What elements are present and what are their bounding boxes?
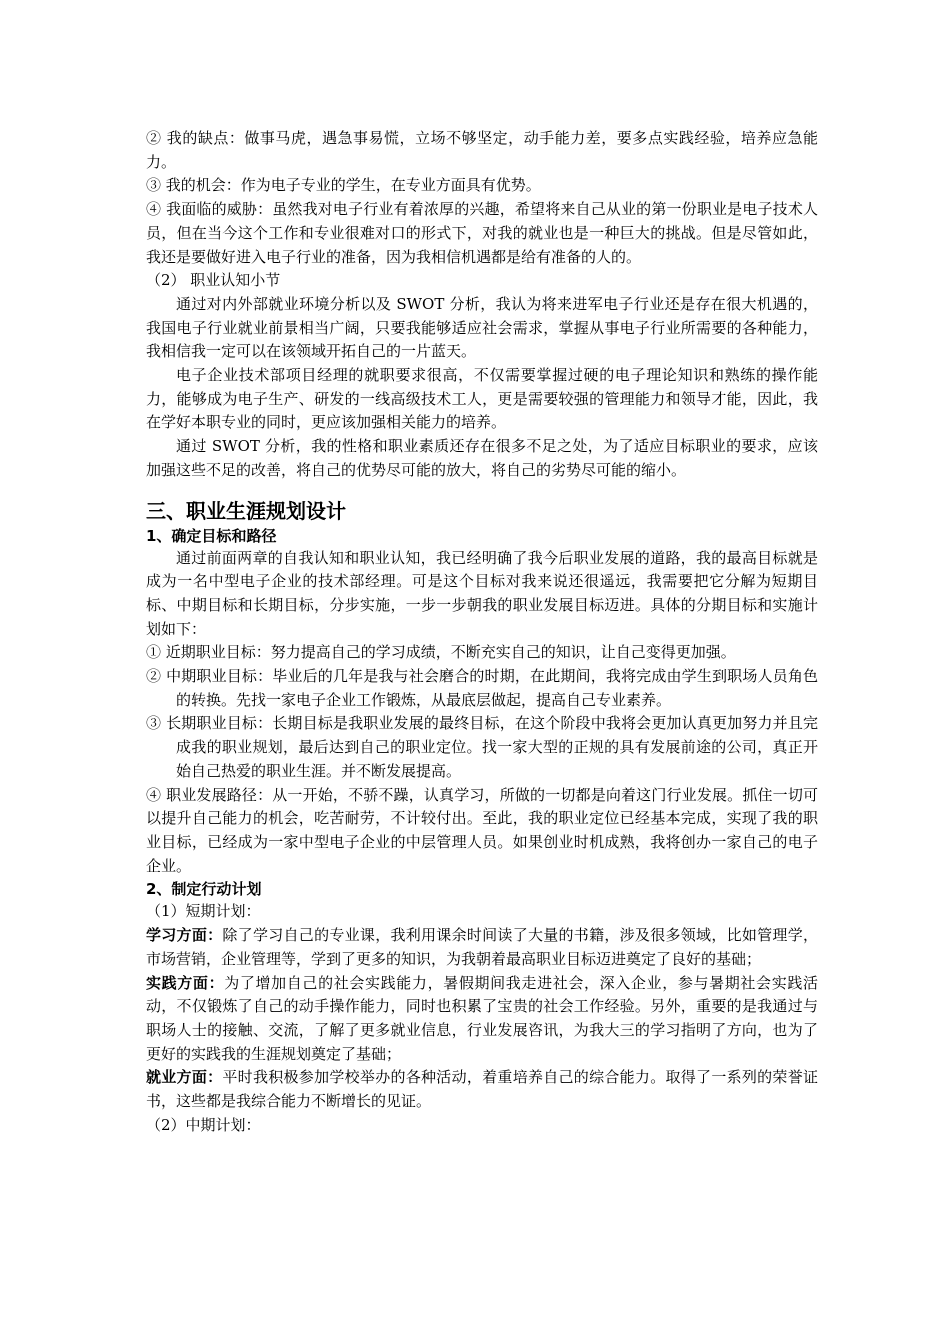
paragraph: ③ 我的机会：作为电子专业的学生，在专业方面具有优势。 bbox=[146, 176, 541, 195]
section-heading: 三、职业生涯规划设计 bbox=[146, 498, 346, 523]
subsection-heading: 1、确定目标和路径 bbox=[146, 526, 277, 545]
document-page bbox=[146, 127, 818, 1137]
paragraph bbox=[146, 1066, 818, 1113]
paragraph: ④ 我面临的威胁：虽然我对电子行业有着浓厚的兴趣，希望将来自己从业的第一份职业是电子技术人员，但在当今这个工作和专业很难对口的形式下，对我的就业也是一种巨大的挑战。但是尽管如此，我还是要做好进入电子行业的准备，因为我相信机遇都是给有准备的人的。 bbox=[146, 200, 818, 266]
subsection-heading: 2、制定行动计划 bbox=[146, 880, 262, 899]
paragraph: （2） 职业认知小节 bbox=[146, 271, 281, 290]
paragraph: 电子企业技术部项目经理的就职要求很高，不仅需要掌握过硬的电子理论知识和熟练的操作能力，能够成为电子生产、研发的一线高级技术工人，更是需要较强的管理能力和领导才能，因此，我在学好本职专业的同时，更应该加强相关能力的培养。 bbox=[146, 366, 818, 432]
paragraph: 通过 SWOT 分析，我的性格和职业素质还存在很多不足之处，为了适应目标职业的要求，应该加强这些不足的改善，将自己的优势尽可能的放大，将自己的劣势尽可能的缩小。 bbox=[146, 437, 818, 479]
list-item: ④ 职业发展路径：从一开始，不骄不躁，认真学习，所做的一切都是向着这门行业发展。抓住一切可以提升自己能力的机会，吃苦耐劳，不计较付出。至此，我的职业定位已经基本完成，实现了我的职业目标，已经成为一家中型电子企业的中层管理人员。如果创业时机成熟，我将创办一家自己的电子企业。 bbox=[146, 785, 818, 875]
list-item: ① 近期职业目标：努力提高自己的学习成绩，不断充实自己的知识，让自己变得更加强。 bbox=[146, 643, 736, 662]
paragraph: ② 我的缺点：做事马虎，遇急事易慌，立场不够坚定，动手能力差，要多点实践经验，培养应急能力。 bbox=[146, 129, 818, 171]
paragraph: （2）中期计划： bbox=[146, 1115, 261, 1134]
study-text: 除了学习自己的专业课，我利用课余时间读了大量的书籍，涉及很多领域，比如管理学，市场营销，企业管理等，学到了更多的知识，为我朝着最高职业目标迈进奠定了良好的基础； bbox=[146, 926, 818, 968]
study-lead: 学习方面： bbox=[146, 926, 223, 945]
job-lead: 就业方面： bbox=[146, 1068, 223, 1087]
job-text: 平时我积极参加学校举办的各种活动，着重培养自己的综合能力。取得了一系列的荣誉证书，这些都是我综合能力不断增长的见证。 bbox=[146, 1068, 818, 1111]
paragraph bbox=[146, 972, 818, 1067]
list-item: ② 中期职业目标：毕业后的几年是我与社会磨合的时期，在此期间，我将完成由学生到职场人员角色的转换。先找一家电子企业工作锻炼，从最底层做起，提高自己专业素养。 bbox=[146, 667, 818, 709]
practice-text: 为了增加自己的社会实践能力，暑假期间我走进社会，深入企业，参与暑期社会实践活动，不仅锻炼了自己的动手操作能力，同时也积累了宝贵的社会工作经验。另外，重要的是我通过与职场人士的接触、交流，了解了更多就业信息，行业发展咨讯，为我大三的学习指明了方向，也为了更好的实践我的生涯规划奠定了基础； bbox=[146, 973, 818, 1063]
paragraph: 通过对内外部就业环境分析以及 SWOT 分析，我认为将来进军电子行业还是存在很大机遇的，我国电子行业就业前景相当广阔，只要我能够适应社会需求，掌握从事电子行业所需要的各种能力，我相信我一定可以在该领域开拓自己的一片蓝天。 bbox=[146, 294, 818, 361]
list-item: ③ 长期职业目标：长期目标是我职业发展的最终目标，在这个阶段中我将会更加认真更加努力并且完成我的职业规划，最后达到自己的职业定位。找一家大型的正规的具有发展前途的公司，真正开始自己热爱的职业生涯。并不断发展提高。 bbox=[146, 714, 818, 780]
paragraph: （1）短期计划： bbox=[146, 902, 261, 921]
practice-lead: 实践方面： bbox=[146, 973, 225, 992]
paragraph bbox=[146, 924, 818, 971]
paragraph: 通过前面两章的自我认知和职业认知，我已经明确了我今后职业发展的道路，我的最高目标就是成为一名中型电子企业的技术部经理。可是这个目标对我来说还很遥远，我需要把它分解为短期目标、中期目标和长期目标，分步实施，一步一步朝我的职业发展目标迈进。具体的分期目标和实施计划如下： bbox=[146, 548, 818, 638]
